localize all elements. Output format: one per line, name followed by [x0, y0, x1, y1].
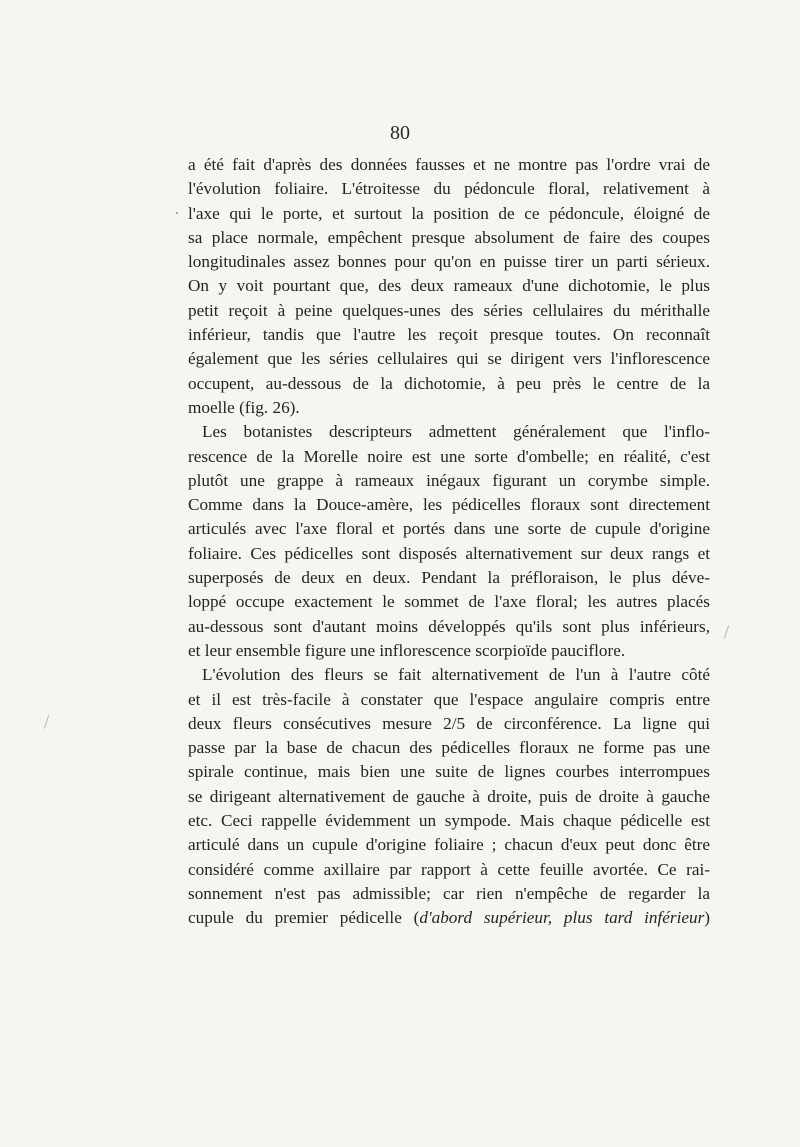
text-line: longitudinales assez bonnes pour qu'on en puisse tirer un parti sérieux.	[188, 252, 710, 272]
text-line: également que les séries cellulaires qui se dirigent vers l'inflorescence	[188, 349, 710, 369]
text-line: se dirigeant alternativement de gauche à droite, puis de droite à gauche	[188, 786, 710, 806]
text-line: petit reçoit à peine quelques-unes des séries cellulaires du mérithalle	[188, 300, 710, 320]
paper-speck	[176, 212, 178, 214]
final-text-line	[188, 906, 710, 930]
text-line: superposés de deux en deux. Pendant la préfloraison, le plus déve-	[188, 568, 710, 588]
text-line: loppé occupe exactement le sommet de l'axe floral; les autres placés	[188, 592, 710, 612]
body-text	[188, 153, 710, 931]
text-line: Les botanistes descripteurs admettent généralement que l'inflo-	[202, 422, 710, 442]
paper-mark	[724, 625, 729, 639]
text-line: inférieur, tandis que l'autre les reçoit presque toutes. On reconnaît	[188, 325, 710, 345]
text-line: rescence de la Morelle noire est une sorte d'ombelle; en réalité, c'est	[188, 446, 710, 466]
text-line: On y voit pourtant que, des deux rameaux d'une dichotomie, le plus	[188, 276, 710, 296]
final-line-close: )	[704, 908, 710, 928]
text-line: considéré comme axillaire par rapport à cette feuille avortée. Ce rai-	[188, 859, 710, 879]
text-line: deux fleurs consécutives mesure 2/5 de circonférence. La ligne qui	[188, 713, 710, 733]
text-line: et leur ensemble figure une inflorescence scorpioïde pauciflore.	[188, 640, 626, 660]
final-line-lead: cupule du premier pédicelle (	[188, 908, 420, 928]
text-line: occupent, au-dessous de la dichotomie, à peu près le centre de la	[188, 373, 710, 393]
text-line: sa place normale, empêchent presque absolument de faire des coupes	[188, 227, 710, 247]
text-line: foliaire. Ces pédicelles sont disposés alternativement sur deux rangs et	[188, 543, 710, 563]
text-line: sonnement n'est pas admissible; car rien n'empêche de regarder la	[188, 883, 710, 903]
final-line-italic: d'abord supérieur, plus tard inférieur	[419, 908, 705, 928]
text-line: passe par la base de chacun des pédicelles floraux ne forme pas une	[188, 738, 710, 758]
text-line: au-dessous sont d'autant moins développés qu'ils sont plus inférieurs,	[188, 616, 710, 636]
text-line: Comme dans la Douce-amère, les pédicelles floraux sont directement	[188, 495, 710, 515]
text-line: a été fait d'après des données fausses et ne montre pas l'ordre vrai de	[188, 155, 710, 174]
paper-mark	[44, 715, 49, 729]
text-line: spirale continue, mais bien une suite de lignes courbes interrompues	[188, 762, 710, 782]
text-line: articulés avec l'axe floral et portés dans une sorte de cupule d'origine	[188, 519, 710, 539]
page-number: 80	[390, 122, 410, 144]
text-line: moelle (fig. 26).	[188, 397, 300, 417]
text-line: l'axe qui le porte, et surtout la position de ce pédoncule, éloigné de	[188, 203, 710, 223]
text-line: plutôt une grappe à rameaux inégaux figurant un corymbe simple.	[188, 470, 710, 490]
text-line: L'évolution des fleurs se fait alternativement de l'un à l'autre côté	[202, 665, 710, 685]
text-line: etc. Ceci rappelle évidemment un sympode. Mais chaque pédicelle est	[188, 811, 710, 831]
text-line: et il est très-facile à constater que l'espace angulaire compris entre	[188, 689, 710, 709]
text-line: articulé dans un cupule d'origine foliaire ; chacun d'eux peut donc être	[188, 835, 710, 855]
text-line: l'évolution foliaire. L'étroitesse du pédoncule floral, relativement à	[188, 179, 710, 199]
